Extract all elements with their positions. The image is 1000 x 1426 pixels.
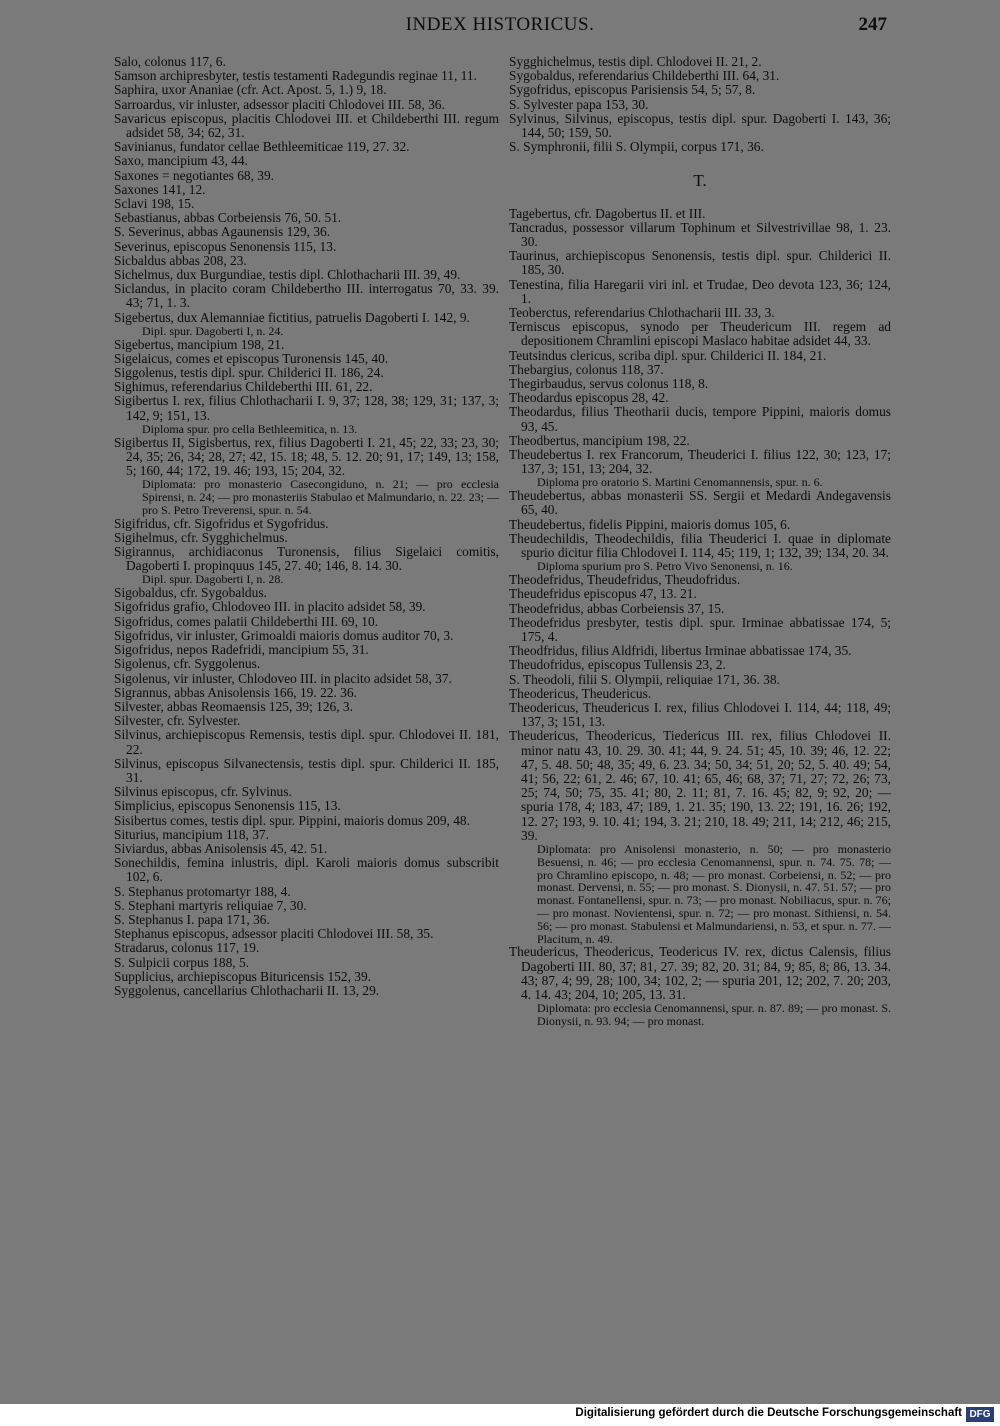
index-entry: Theudofridus, episcopus Tullensis 23, 2. (509, 657, 726, 673)
index-entry: Tenestina, filia Haregarii viri inl. et Trudae, Deo devota 123, 36; 124, 1. (509, 276, 891, 306)
index-entry: Silvinus, archiepiscopus Remensis, testis dipl. spur. Chlodovei II. 181, 22. (114, 727, 499, 757)
index-entry: Sarroardus, vir inluster, adsessor placiti Chlodovei III. 58, 36. (114, 96, 445, 112)
right-column-top (509, 55, 891, 154)
index-entry: Siviardus, abbas Anisolensis 45, 42. 51. (114, 840, 328, 856)
index-note: Diplomata: pro Anisolensi monasterio, n. 50; — pro monasterio Besuensi, n. 46; — pro ecclesia Cenomannensi, spur. n. 74. 75. 78; — pro Chramlino episcopo, n. 48; — pro monast. Corbeiensi, n. 52; — pro monast. Dervensi, n. 55; — pro monast. S. Dionysii, n. 47. 51. 57; — pro monast. Fontanellensi, spur. n. 73; — pro monast. Nobiliacus, spur. n. 76; — pro monast. Novientensi, spur. n. 72; — pro monast. Sithiensi, n. 54. 56; — pro monast. Stabulensi et Malmundariensi, n. 53, et spur. n. 77. — Placitum, n. 49. (537, 841, 891, 946)
index-entry: Silvinus episcopus, cfr. Sylvinus. (114, 784, 292, 800)
index-entry: Sigrannus, abbas Anisolensis 166, 19. 22. 36. (114, 684, 357, 700)
index-entry: Sighimus, referendarius Childeberthi III. 61, 22. (114, 379, 373, 395)
index-entry: Sclavi 198, 15. (114, 196, 195, 212)
right-column (509, 55, 891, 1028)
index-entry: Saxo, mancipium 43, 44. (114, 153, 248, 169)
index-entry: Teoberctus, referendarius Chlothacharii III. 33, 3. (509, 305, 775, 321)
index-entry: Sigibertus II, Sigisbertus, rex, filius Dagoberti I. 21, 45; 22, 33; 23, 30; 24, 35; 26, 34; 28, 27; 42, 15. 18; 48, 5. 12. 20; 91, 17; 149, 13; 158, 5; 160, 44; 172, 19. 46; 193, 15; 204, 32. (114, 434, 499, 479)
index-entry: Savaricus episcopus, placitis Chlodovei III. et Childeberthi III. regum adsidet 58, 34; 62, 31. (114, 110, 499, 141)
index-note: Diploma spur. pro cella Bethleemitica, n. 13. (142, 421, 358, 436)
index-entry: Sonechildis, femina inlustris, dipl. Karoli maioris domus subscribit 102, 6. (114, 855, 499, 885)
index-entry: Sigofridus, comes palatii Childeberthi III. 69, 10. (114, 613, 379, 629)
index-entry: Saxones 141, 12. (114, 181, 206, 197)
index-entry: Sygofridus, episcopus Parisiensis 54, 5; 57, 8. (509, 82, 756, 98)
index-entry: Sigofridus, nepos Radefridi, mancipium 55, 31. (114, 642, 369, 658)
index-entry: Stradarus, colonus 117, 19. (114, 940, 260, 956)
index-entry: Sigolenus, cfr. Syggolenus. (114, 656, 261, 672)
index-entry: Thegirbaudus, servus colonus 118, 8. (509, 376, 709, 392)
index-entry: Theodardus, filius Theotharii ducis, tempore Pippini, maioris domus 93, 45. (509, 404, 891, 434)
index-entry: Sigihelmus, cfr. Sygghichelmus. (114, 529, 288, 545)
index-entry: Theodbertus, mancipium 198, 22. (509, 432, 690, 448)
index-entry: Theudechildis, Theodechildis, filia Theuderici I. quae in diplomate spurio dicitur filia Chlodovei I. 114, 45; 119, 1; 132, 39; 134, 20. 34. (509, 530, 891, 561)
index-entry: Sigolenus, vir inluster, Chlodoveo III. in placito adsidet 58, 37. (114, 670, 452, 686)
index-entry: Silvinus, episcopus Silvanectensis, testis dipl. spur. Childerici II. 185, 31. (114, 755, 499, 785)
index-entry: Sigofridus grafio, Chlodoveo III. in placito adsidet 58, 39. (114, 599, 426, 615)
index-note: Diplomata: pro ecclesia Cenomannensi, spur. n. 87. 89; — pro monast. S. Dionysii, n. 93. 94; — pro monast. (537, 1001, 891, 1028)
index-entry: Sigelaicus, comes et episcopus Turonensis 145, 40. (114, 350, 389, 366)
index-entry: Sigebertus, dux Alemanniae fictitius, patruelis Dagoberti I. 142, 9. (114, 309, 470, 325)
index-entry: Theudebertus I. rex Francorum, Theuderici I. filius 122, 30; 123, 17; 137, 3; 151, 13; 204, 32. (509, 447, 891, 477)
index-entry: Savinianus, fundator cellae Bethleemiticae 119, 27. 32. (114, 139, 410, 155)
index-entry: Sigirannus, archidiaconus Turonensis, filius Sigelaici comitis, Dagoberti I. propinquus 145, 27. 40; 146, 8. 14. 30. (114, 544, 499, 574)
index-entry: S. Stephani martyris reliquiae 7, 30. (114, 897, 307, 913)
section-letter: T. (693, 171, 707, 191)
index-entry: Silvester, abbas Reomaensis 125, 39; 126, 3. (114, 698, 353, 714)
index-entry: S. Symphronii, filii S. Olympii, corpus 171, 36. (509, 139, 764, 155)
index-entry: S. Sylvester papa 153, 30. (509, 96, 649, 112)
index-entry: Theudefridus episcopus 47, 13. 21. (509, 586, 697, 602)
index-entry: Theodfridus, filius Aldfridi, libertus Irminae abbatissae 174, 35. (509, 643, 852, 659)
dfg-logo: DFG (966, 1407, 994, 1422)
right-column-bottom (509, 207, 891, 1028)
index-entry: Sygghichelmus, testis dipl. Chlodovei II. 21, 2. (509, 54, 762, 69)
index-entry: Sigofridus, vir inluster, Grimoaldi maioris domus auditor 70, 3. (114, 627, 454, 643)
index-entry: Saxones = negotiantes 68, 39. (114, 167, 275, 183)
index-entry: Theudebertus, fidelis Pippini, maioris domus 105, 6. (509, 516, 791, 532)
index-entry: Teutsindus clericus, scriba dipl. spur. Childerici II. 184, 21. (509, 347, 827, 363)
index-note: Diploma spurium pro S. Petro Vivo Senonensi, n. 16. (537, 559, 793, 574)
page-header (0, 10, 1000, 40)
index-entry: Tagebertus, cfr. Dagobertus II. et III. (509, 205, 706, 221)
index-entry: Theudebertus, abbas monasterii SS. Sergii et Medardi Andegavensis 65, 40. (509, 488, 891, 518)
index-entry: Sylvinus, Silvinus, episcopus, testis dipl. spur. Dagoberti I. 143, 36; 144, 50; 159, 50. (509, 110, 891, 141)
index-entry: Stephanus episcopus, adsessor placiti Chlodovei III. 58, 35. (114, 926, 434, 942)
index-entry: Severinus, episcopus Senonensis 115, 13. (114, 238, 337, 254)
index-entry: S. Sulpicii corpus 188, 5. (114, 954, 250, 970)
index-entry: Sisibertus comes, testis dipl. spur. Pippini, maioris domus 209, 48. (114, 812, 470, 828)
index-entry: S. Theodoli, filii S. Olympii, reliquiae 171, 36. 38. (509, 671, 780, 687)
page-number: 247 (858, 14, 887, 35)
index-entry: Theodericus, Theudericus I. rex, filius Chlodovei I. 114, 44; 118, 49; 137, 3; 151, 13. (509, 699, 891, 730)
index-entry: Theodardus episcopus 28, 42. (509, 390, 669, 406)
index-entry: Saphira, uxor Ananiae (cfr. Act. Apost. 5, 1.) 9, 18. (114, 82, 387, 98)
index-entry: Thebargius, colonus 118, 37. (509, 361, 664, 377)
index-entry: Terniscus episcopus, synodo per Theudericum III. regem ad depositionem Chramlini episcopi Maslaco habitae adsidet 44, 33. (509, 319, 891, 349)
index-entry: Siggolenus, testis dipl. spur. Childerici II. 186, 24. (114, 365, 384, 381)
left-column (114, 55, 499, 998)
index-entry: Syggolenus, cancellarius Chlothacharii II. 13, 29. (114, 982, 380, 998)
index-entry: Supplicius, archiepiscopus Bituricensis 152, 39. (114, 968, 371, 984)
index-entry: Theudericus, Theodericus, Tiedericus III. rex, filius Chlodovei II. minor natu 43, 10. 29. 30. 41; 44, 9. 24. 51; 45, 10. 39; 46, 12. 22; 47, 5. 48. 50; 48, 35; 49, 6. 23. 34; 50, 34; 51, 20; 52, 5. 40. 49; 54, 41; 56, 22; 61, 2. 46; 67, 10. 41; 65, 46; 68, 37; 71, 27; 72, 26; 73, 25; 74, 50; 75, 35. 41; 80, 2. 11; 81, 7. 16. 45; 82, 9; 92, 20; — spuria 178, 4; 183, 47; 189, 1. 21. 35; 190, 13. 22; 191, 16. 26; 192, 12. 27; 193, 9. 10. 41; 194, 3. 21; 210, 18. 49; 211, 14; 212, 46; 215, 39. (509, 728, 891, 843)
index-entry: Theudericus, Theodericus, Teodericus IV. rex, dictus Calensis, filius Dagoberti III. 80, 37; 81, 27. 39; 82, 20. 31; 84, 9; 85, 8; 86, 13. 34. 43; 87, 4; 99, 28; 100, 34; 102, 2; — spuria 201, 12; 202, 7. 20; 203, 4. 14. 43; 204, 10; 205, 13. 31. (509, 944, 891, 1002)
index-entry: Sigebertus, mancipium 198, 21. (114, 336, 285, 352)
index-entry: Taurinus, archiepiscopus Senonensis, testis dipl. spur. Childerici II. 185, 30. (509, 248, 891, 278)
index-note: Dipl. spur. Dagoberti I, n. 28. (142, 572, 284, 587)
index-entry: S. Severinus, abbas Agaunensis 129, 36. (114, 224, 331, 240)
index-entry: Sicbaldus abbas 208, 23. (114, 252, 247, 268)
index-entry: Siturius, mancipium 118, 37. (114, 826, 269, 842)
index-entry: Simplicius, episcopus Senonensis 115, 13. (114, 798, 341, 814)
footer-credit: Digitalisierung gefördert durch die Deutsche Forschungsgemeinschaft (575, 1407, 962, 1419)
index-entry: Theodericus, Theudericus. (509, 685, 652, 701)
index-entry: Sigobaldus, cfr. Sygobaldus. (114, 585, 267, 601)
footer (0, 1404, 1000, 1426)
index-note: Diploma pro oratorio S. Martini Cenomannensis, spur. n. 6. (537, 475, 823, 490)
index-entry: Theodefridus, abbas Corbeiensis 37, 15. (509, 600, 725, 616)
index-entry: Theodefridus, Theudefridus, Theudofridus. (509, 572, 741, 588)
index-entry: Theodefridus presbyter, testis dipl. spur. Irminae abbatissae 174, 5; 175, 4. (509, 614, 891, 644)
page-title: INDEX HISTORICUS. (405, 14, 595, 35)
index-entry: Silvester, cfr. Sylvester. (114, 713, 241, 729)
index-entry: S. Stephanus protomartyr 188, 4. (114, 883, 291, 899)
index-entry: Salo, colonus 117, 6. (114, 54, 226, 69)
index-entry: Siclandus, in placito coram Childeberthο III. interrogatus 70, 33. 39. 43; 71, 1. 3. (114, 281, 499, 311)
index-note: Diplomata: pro monasterio Casecongiduno, n. 21; — pro ecclesia Spirensi, n. 24; — pro monasteriis Stabulao et Malmundario, n. 22. 23; — pro S. Petro Treverensi, spur. n. 54. (142, 477, 499, 517)
index-entry: Sebastianus, abbas Corbeiensis 76, 50. 51. (114, 210, 342, 226)
index-entry: Sigifridus, cfr. Sigofridus et Sygofridus. (114, 515, 329, 531)
index-entry: Samson archipresbyter, testis testamenti Radegundis reginae 11, 11. (114, 68, 477, 84)
index-entry: Tancradus, possessor villarum Tophinum et Silvestrivillae 98, 1. 23. 30. (509, 219, 891, 250)
index-entry: Sigibertus I. rex, filius Chlothacharii I. 9, 37; 128, 38; 129, 31; 137, 3; 142, 9; 151, 13. (114, 393, 499, 423)
index-entry: S. Stephanus I. papa 171, 36. (114, 911, 270, 927)
index-note: Dipl. spur. Dagoberti I, n. 24. (142, 323, 284, 338)
index-entry: Sygobaldus, referendarius Childeberthi III. 64, 31. (509, 68, 780, 84)
index-entry: Sichelmus, dux Burgundiae, testis dipl. Chlothacharii III. 39, 49. (114, 267, 461, 283)
